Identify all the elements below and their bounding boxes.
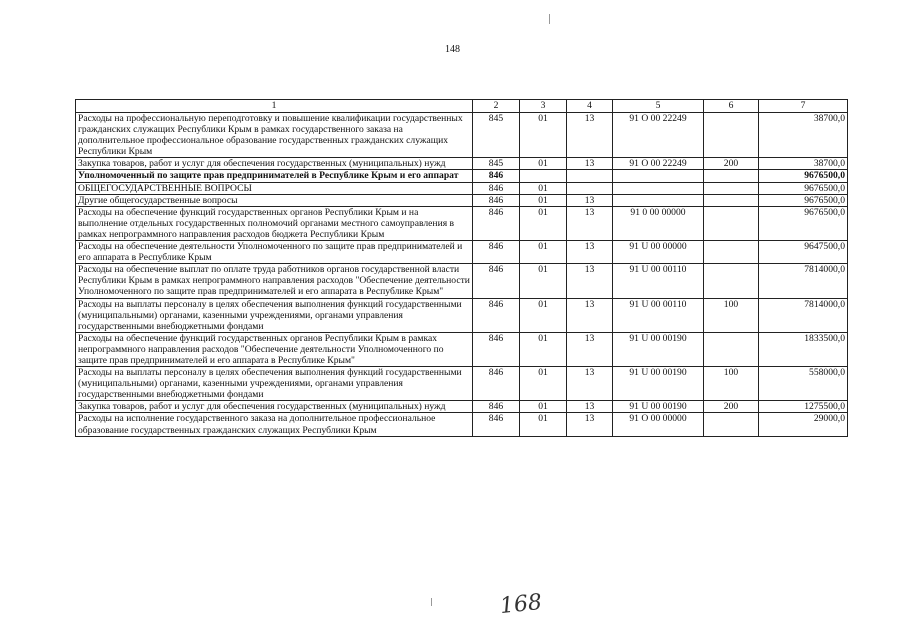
table-cell: Расходы на обеспечение функций государственных органов Республики Крым в рамках непрограммного направления расходов "Обеспечение деятельности Уполномоченного по защите прав предпринимателей и его аппарата в Республике Крым" xyxy=(76,332,473,366)
table-row xyxy=(76,367,848,401)
table-cell: 846 xyxy=(473,298,520,332)
column-header: 2 xyxy=(473,100,520,113)
column-header: 7 xyxy=(759,100,848,113)
table-cell: 91 О 00 22249 xyxy=(613,158,704,170)
table-cell: Расходы на профессиональную переподготовку и повышение квалификации государственных гражданских служащих Республики Крым в рамках государственного заказа на дополнительное профессиональное образование государственных гражданских служащих Республики Крым xyxy=(76,113,473,158)
table-row xyxy=(76,241,848,264)
table-cell: 01 xyxy=(520,298,567,332)
table-cell: 846 xyxy=(473,170,520,182)
column-header: 6 xyxy=(704,100,759,113)
table-cell: 9676500,0 xyxy=(759,194,848,206)
table-row xyxy=(76,206,848,240)
table-cell: 01 xyxy=(520,113,567,158)
table-cell: 846 xyxy=(473,413,520,436)
table-row xyxy=(76,158,848,170)
table-cell xyxy=(704,182,759,194)
table-cell: 91 0 00 00000 xyxy=(613,206,704,240)
table-row xyxy=(76,113,848,158)
table-cell: 100 xyxy=(704,367,759,401)
table-cell: Закупка товаров, работ и услуг для обеспечения государственных (муниципальных) нужд xyxy=(76,401,473,413)
handwritten-page-number: 168 xyxy=(498,589,544,620)
table-cell: 01 xyxy=(520,194,567,206)
table-cell: 91 U 00 00190 xyxy=(613,367,704,401)
scan-artifact xyxy=(549,14,550,24)
table-cell: 13 xyxy=(567,158,613,170)
table-cell xyxy=(613,182,704,194)
table-cell: 200 xyxy=(704,158,759,170)
table-cell: 13 xyxy=(567,298,613,332)
table-cell: 1833500,0 xyxy=(759,332,848,366)
table-cell: Другие общегосударственные вопросы xyxy=(76,194,473,206)
table-cell: 9676500,0 xyxy=(759,206,848,240)
table-cell: 91 U 00 00000 xyxy=(613,241,704,264)
table-cell: 846 xyxy=(473,182,520,194)
table-cell: 91 U 00 00190 xyxy=(613,401,704,413)
table-cell xyxy=(704,332,759,366)
page-number: 148 xyxy=(445,44,460,55)
table-cell: 01 xyxy=(520,241,567,264)
table-cell: 13 xyxy=(567,206,613,240)
table-cell xyxy=(704,241,759,264)
table-row xyxy=(76,170,848,182)
table-cell: 13 xyxy=(567,413,613,436)
table-cell: 9647500,0 xyxy=(759,241,848,264)
table-cell: 100 xyxy=(704,298,759,332)
table-cell: 845 xyxy=(473,113,520,158)
column-header: 4 xyxy=(567,100,613,113)
table-cell: 13 xyxy=(567,332,613,366)
table-cell: 91 U 00 00110 xyxy=(613,264,704,298)
table-cell: 01 xyxy=(520,264,567,298)
table-row xyxy=(76,332,848,366)
table-row xyxy=(76,182,848,194)
table-cell xyxy=(520,170,567,182)
table-cell: 846 xyxy=(473,367,520,401)
table-cell: 558000,0 xyxy=(759,367,848,401)
table-cell: Расходы на обеспечение функций государственных органов Республики Крым и на выполнение отдельных государственных полномочий органами местного самоуправления в рамках непрограммного направления расходов бюджета Республики Крым xyxy=(76,206,473,240)
table-cell: 846 xyxy=(473,264,520,298)
table-cell: 91 О 00 00000 xyxy=(613,413,704,436)
table-cell xyxy=(704,264,759,298)
table-cell: 1275500,0 xyxy=(759,401,848,413)
table-cell: 7814000,0 xyxy=(759,264,848,298)
table-cell: ОБЩЕГОСУДАРСТВЕННЫЕ ВОПРОСЫ xyxy=(76,182,473,194)
table-row xyxy=(76,194,848,206)
table-cell: Расходы на обеспечение деятельности Уполномоченного по защите прав предпринимателей и его аппарата в Республике Крым xyxy=(76,241,473,264)
table-cell: 01 xyxy=(520,206,567,240)
table-cell: 13 xyxy=(567,264,613,298)
table-cell: 846 xyxy=(473,401,520,413)
column-header: 5 xyxy=(613,100,704,113)
table-cell xyxy=(704,206,759,240)
table-cell: Уполномоченный по защите прав предпринимателей в Республике Крым и его аппарат xyxy=(76,170,473,182)
table-cell: 845 xyxy=(473,158,520,170)
table-cell: 01 xyxy=(520,401,567,413)
table-cell: 38700,0 xyxy=(759,158,848,170)
table-cell: Закупка товаров, работ и услуг для обеспечения государственных (муниципальных) нужд xyxy=(76,158,473,170)
table-cell xyxy=(704,413,759,436)
table-cell: 01 xyxy=(520,158,567,170)
table-cell xyxy=(613,170,704,182)
table-cell: 13 xyxy=(567,367,613,401)
column-header: 3 xyxy=(520,100,567,113)
table-cell: 91 U 00 00110 xyxy=(613,298,704,332)
table-cell: 91 О 00 22249 xyxy=(613,113,704,158)
budget-table xyxy=(75,99,848,437)
table-body xyxy=(76,113,848,437)
table-row xyxy=(76,413,848,436)
scan-artifact xyxy=(431,598,432,606)
table-cell: 9676500,0 xyxy=(759,182,848,194)
table-cell: 200 xyxy=(704,401,759,413)
table-cell: Расходы на выплаты персоналу в целях обеспечения выполнения функций государственными (муниципальными) органами, казенными учреждениями, органами управления государственными внебюджетными фондами xyxy=(76,367,473,401)
table-cell: 846 xyxy=(473,194,520,206)
table-cell: 846 xyxy=(473,332,520,366)
table-row xyxy=(76,264,848,298)
table-cell xyxy=(704,170,759,182)
table-header-row xyxy=(76,100,848,113)
table-cell: 9676500,0 xyxy=(759,170,848,182)
table-cell: 7814000,0 xyxy=(759,298,848,332)
table-cell: 13 xyxy=(567,401,613,413)
table-cell: 846 xyxy=(473,206,520,240)
table-cell: 13 xyxy=(567,113,613,158)
table-cell: 01 xyxy=(520,332,567,366)
table-cell: 38700,0 xyxy=(759,113,848,158)
table-cell: 01 xyxy=(520,413,567,436)
table-cell: 846 xyxy=(473,241,520,264)
table-cell xyxy=(613,194,704,206)
column-header: 1 xyxy=(76,100,473,113)
table-cell xyxy=(567,170,613,182)
table-cell xyxy=(567,182,613,194)
table-row xyxy=(76,401,848,413)
table-cell: Расходы на выплаты персоналу в целях обеспечения выполнения функций государственными (муниципальными) органами, казенными учреждениями, органами управления государственными внебюджетными фондами xyxy=(76,298,473,332)
table-cell: 29000,0 xyxy=(759,413,848,436)
table-row xyxy=(76,298,848,332)
table-cell: 13 xyxy=(567,194,613,206)
table-cell xyxy=(704,113,759,158)
table-cell: 01 xyxy=(520,182,567,194)
table-cell: 13 xyxy=(567,241,613,264)
table-cell: 01 xyxy=(520,367,567,401)
table-cell: Расходы на обеспечение выплат по оплате труда работников органов государственной власти Республики Крым в рамках непрограммного направления расходов "Обеспечение деятельности Уполномоченного по защите прав предпринимателей и его аппарата в Республике Крым" xyxy=(76,264,473,298)
table-cell: 91 U 00 00190 xyxy=(613,332,704,366)
table-cell: Расходы на исполнение государственного заказа на дополнительное профессиональное образование государственных гражданских служащих Республики Крым xyxy=(76,413,473,436)
table-cell xyxy=(704,194,759,206)
